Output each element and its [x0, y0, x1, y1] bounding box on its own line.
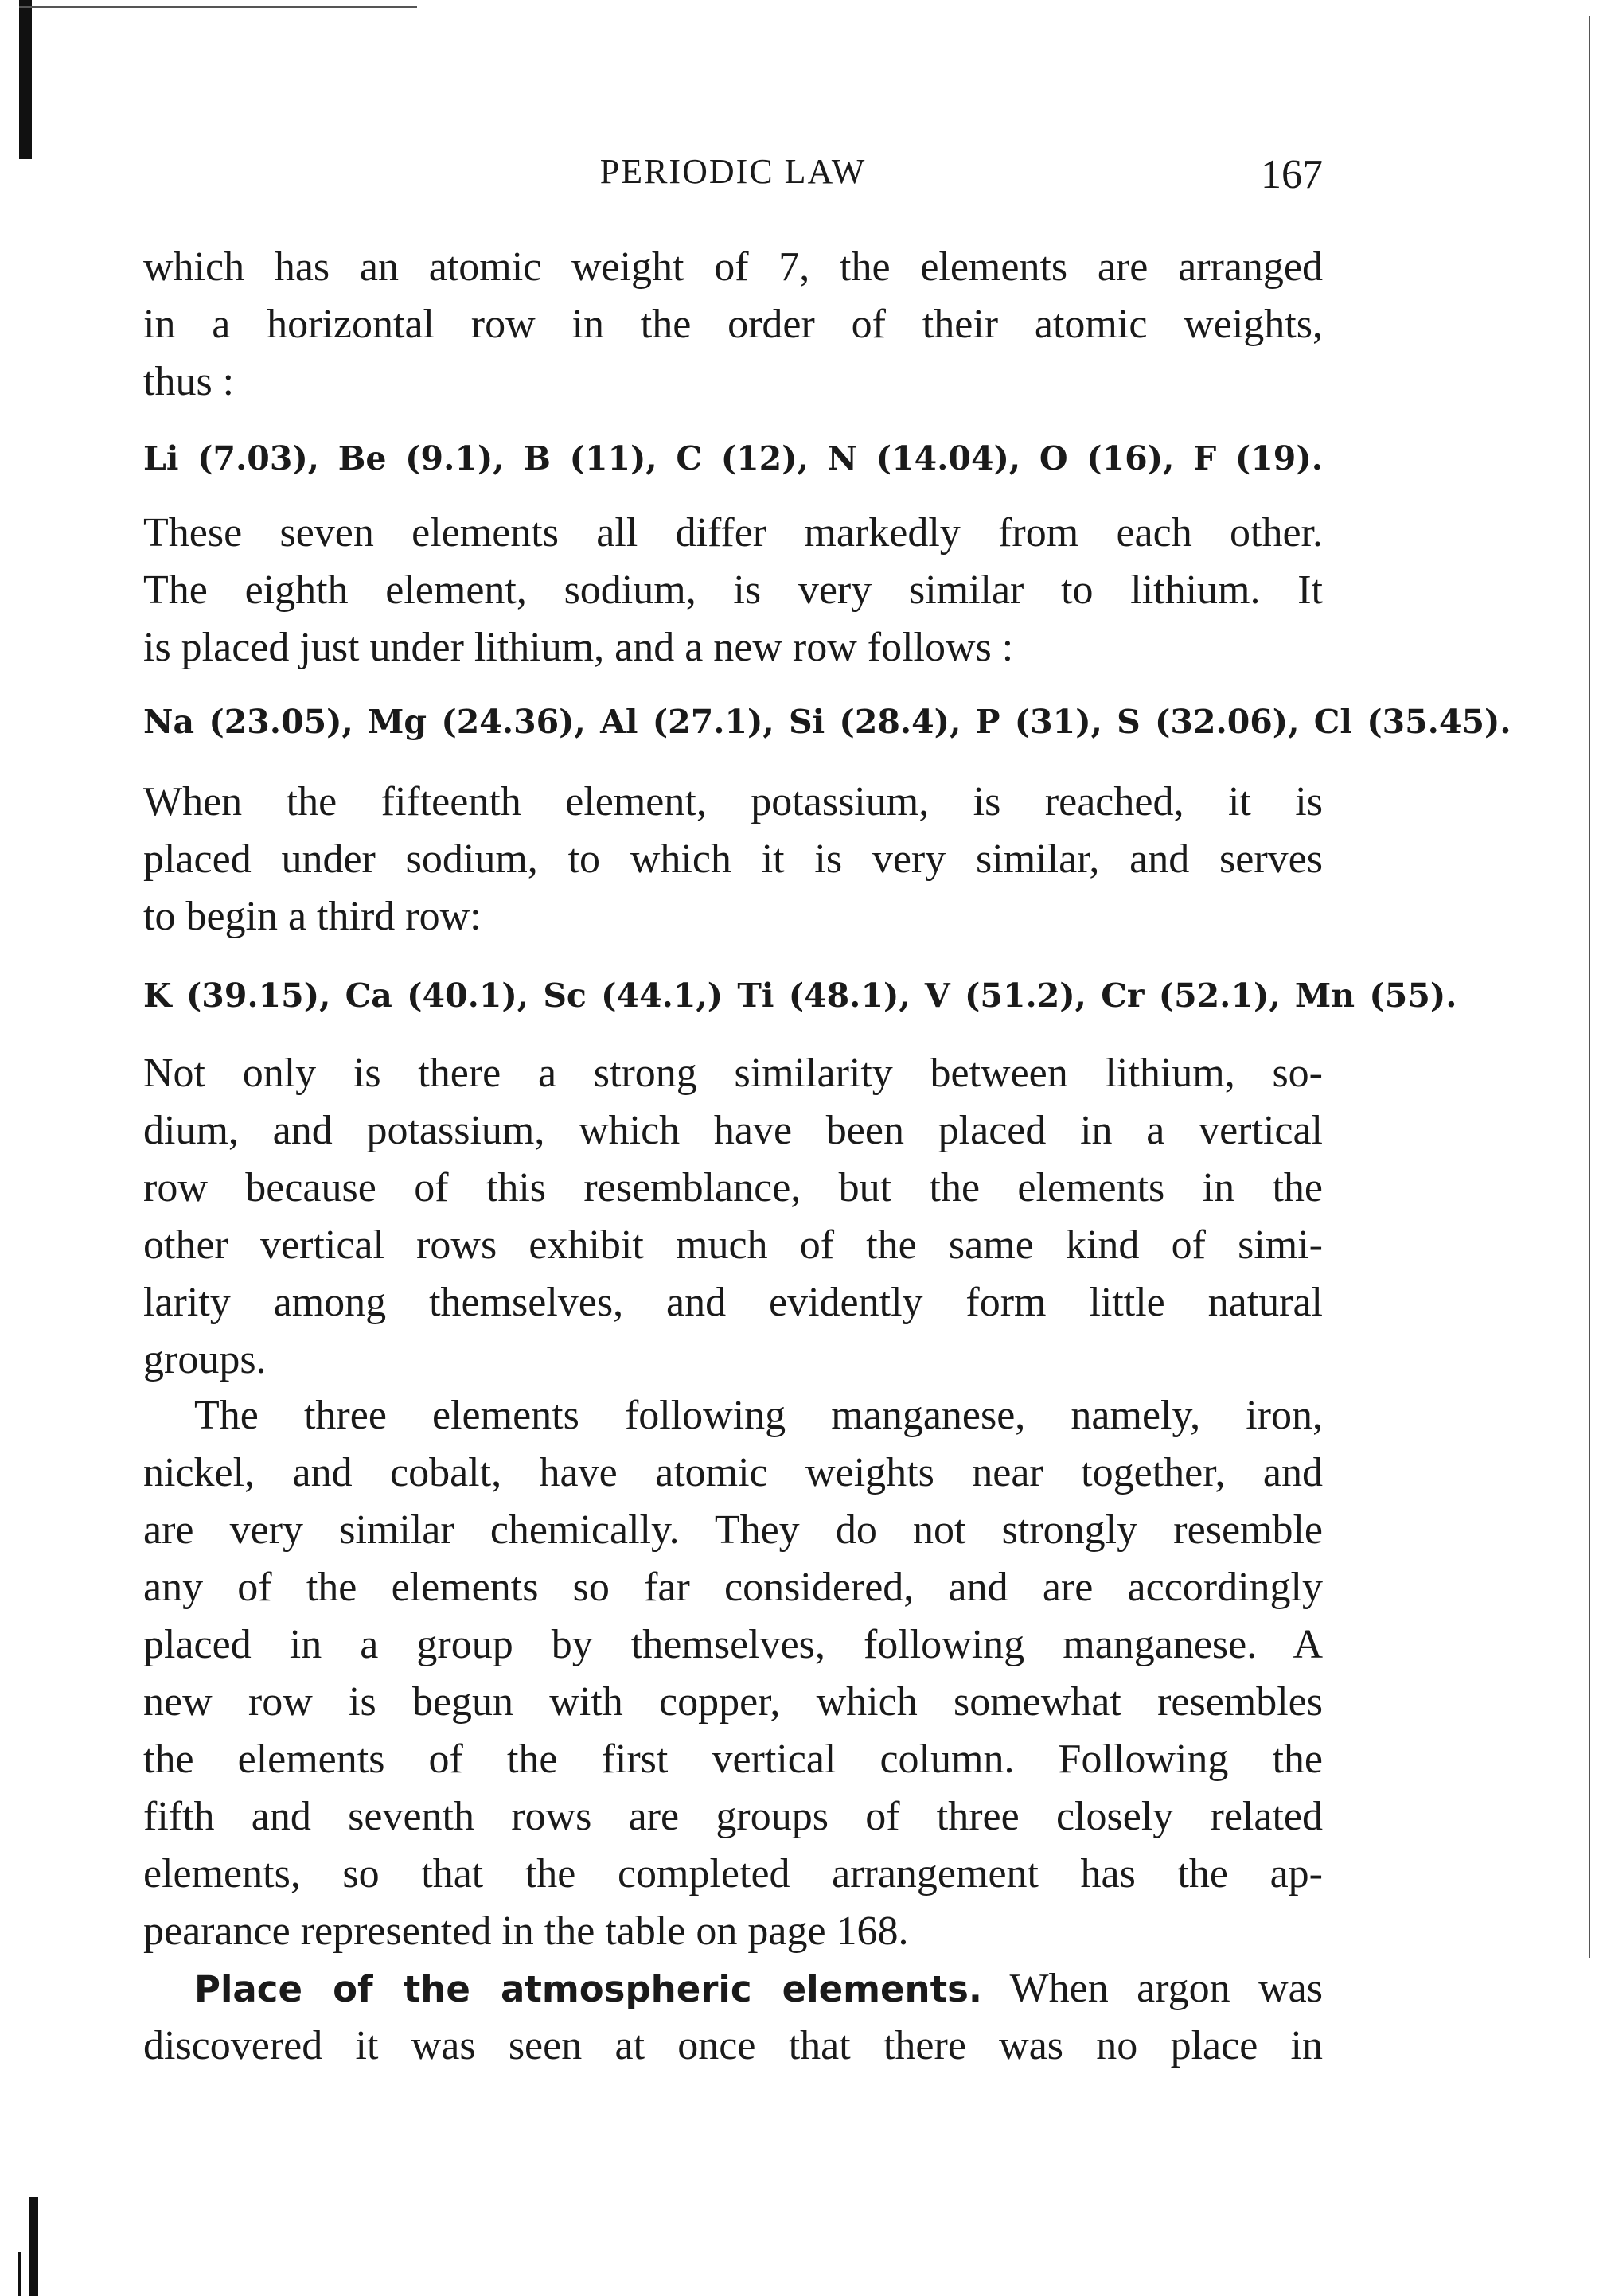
text-line	[143, 1274, 1323, 1331]
scan-edge-line-right	[1589, 16, 1590, 1958]
line-text: which has an atomic weight of 7, the elements are arranged	[143, 244, 1323, 290]
text-line	[143, 1674, 1323, 1731]
line-text: dium, and potassium, which have been placed in a vertical	[143, 1108, 1323, 1153]
text-line	[143, 1502, 1323, 1559]
text-line	[143, 831, 1323, 888]
line-text: Not only is there a strong similarity between lithium, so-	[143, 1051, 1323, 1096]
text-line	[143, 1788, 1323, 1846]
text-line	[143, 1846, 1323, 1903]
text-line	[143, 1045, 1323, 1102]
element-formula-line	[143, 693, 1511, 750]
line-text: placed under sodium, to which it is very similar, and serves	[143, 836, 1323, 882]
line-text: other vertical rows exhibit much of the same kind of simi-	[143, 1222, 1323, 1268]
text-line	[143, 619, 1323, 676]
page-header	[143, 151, 1323, 207]
text-line	[194, 1387, 1323, 1444]
text-line	[143, 1903, 1323, 1960]
scan-edge-mark-top	[19, 0, 32, 159]
text-line	[143, 1102, 1323, 1160]
text-line	[143, 774, 1323, 831]
line-text: groups.	[143, 1337, 267, 1382]
text-line	[143, 1616, 1323, 1674]
line-text: The three elements following manganese, namely, iron,	[194, 1393, 1323, 1438]
scan-edge-line-top	[19, 6, 417, 8]
page-number: 167	[1261, 152, 1323, 197]
line-text: row because of this resemblance, but the elements in the	[143, 1165, 1323, 1210]
line-text: pearance represented in the table on page 168.	[143, 1908, 909, 1954]
line-text: Li (7.03), Be (9.1), B (11), C (12), N (14.04), O (16), F (19).	[143, 439, 1323, 478]
line-text: new row is begun with copper, which somewhat resembles	[143, 1679, 1323, 1725]
text-line	[194, 1960, 1323, 2017]
line-text: placed in a group by themselves, following manganese. A	[143, 1622, 1323, 1667]
scan-edge-mark-bottom-2	[18, 2252, 21, 2296]
line-text: K (39.15), Ca (40.1), Sc (44.1,) Ti (48.1), V (51.2), Cr (52.1), Mn (55).	[143, 976, 1457, 1015]
text-line	[143, 505, 1323, 562]
line-text: The eighth element, sodium, is very similar to lithium. It	[143, 567, 1323, 613]
text-line	[143, 888, 1323, 945]
line-text: When the fifteenth element, potassium, is reached, it is	[143, 779, 1323, 824]
line-text: to begin a third row:	[143, 894, 482, 939]
text-line	[143, 562, 1323, 619]
line-text: Na (23.05), Mg (24.36), Al (27.1), Si (28.4), P (31), S (32.06), Cl (35.45).	[143, 703, 1511, 741]
text-line	[143, 296, 1323, 353]
line-text: elements, so that the completed arrangement has the ap-	[143, 1851, 1323, 1896]
text-line	[143, 1444, 1323, 1502]
element-formula-line	[143, 430, 1323, 487]
line-text: nickel, and cobalt, have atomic weights near together, and	[143, 1450, 1323, 1495]
line-text: When argon was	[981, 1966, 1323, 2011]
text-line	[143, 353, 1323, 411]
text-line	[143, 1160, 1323, 1217]
line-text: discovered it was seen at once that there was no place in	[143, 2023, 1323, 2068]
line-text: the elements of the first vertical column. Following the	[143, 1737, 1323, 1782]
element-formula-line	[143, 967, 1457, 1024]
section-heading: Place of the atmospheric elements.	[194, 1968, 982, 2010]
text-line	[143, 1559, 1323, 1616]
running-title: PERIODIC LAW	[599, 152, 867, 191]
line-text: These seven elements all differ markedly from each other.	[143, 510, 1323, 555]
line-text: larity among themselves, and evidently form little natural	[143, 1280, 1323, 1325]
line-text: is placed just under lithium, and a new row follows :	[143, 625, 1014, 670]
line-text: thus :	[143, 359, 235, 404]
text-line	[143, 1331, 1323, 1389]
text-line	[143, 1731, 1323, 1788]
text-line	[143, 1217, 1323, 1274]
scan-edge-mark-bottom	[29, 2197, 38, 2296]
text-line	[143, 2017, 1323, 2075]
line-text: fifth and seventh rows are groups of three closely related	[143, 1794, 1323, 1839]
line-text: are very similar chemically. They do not strongly resemble	[143, 1507, 1323, 1553]
line-text: in a horizontal row in the order of their atomic weights,	[143, 302, 1323, 347]
line-text: any of the elements so far considered, and are accordingly	[143, 1565, 1323, 1610]
text-line	[143, 239, 1323, 296]
